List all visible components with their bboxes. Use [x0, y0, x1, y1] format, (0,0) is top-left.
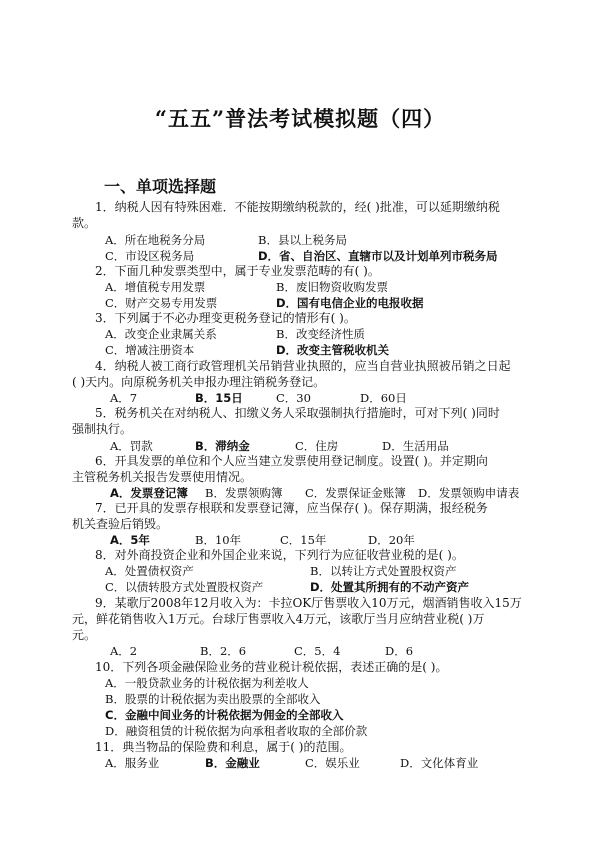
question-4-option-d: D．60日 [360, 391, 407, 405]
question-5-option-d: D．生活用品 [382, 439, 449, 453]
question-9-line-2: 元，鲜花销售收入1万元。台球厅售票收入4万元，该歌厅当月应纳营业税( )万 [72, 612, 485, 626]
question-11-option-d: D．文化体育业 [400, 756, 479, 770]
question-6-line-2: 主管税务机关报告发票使用情况。 [72, 470, 253, 484]
question-2-line-1: 2．下面几种发票类型中，属于专业发票范畴的有( )。 [95, 264, 380, 278]
question-10-option-a: A．一般贷款业务的计税依据为利差收人 [105, 676, 309, 690]
question-11-line-1: 11．典当物品的保险费和利息，属于( )的范围。 [95, 740, 352, 754]
question-9-line-1: 9．某歌厅2008年12月收入为：卡拉OK厅售票收入10万元，烟酒销售收入15万 [95, 596, 522, 610]
question-5-line-2: 强制执行。 [72, 422, 133, 436]
question-1-option-b: B．县以上税务局 [258, 233, 347, 247]
question-4-option-b: B．15日 [195, 391, 243, 405]
question-8-option-a: A．处置债权资产 [105, 564, 194, 578]
question-8-option-d: D．处置其所拥有的不动产资产 [310, 580, 470, 594]
question-1-line-2: 款。 [72, 216, 97, 230]
question-6-line-1: 6．开具发票的单位和个人应当建立发票使用登记制度。设置( )。并定期向 [95, 454, 488, 468]
question-7-option-d: D．20年 [368, 533, 415, 547]
question-4-option-c: C．30 [276, 391, 311, 405]
question-6-option-a: A．发票登记簿 [110, 486, 188, 500]
question-6-option-d: D．发票领购申请表 [418, 486, 520, 500]
question-8-option-c: C．以债转股方式处置股权资产 [105, 580, 264, 594]
section-heading: 一、单项选择题 [104, 177, 217, 196]
question-11-option-c: C．娱乐业 [305, 756, 360, 770]
question-9-option-b: B．2．6 [200, 644, 247, 658]
question-2-option-d: D．国有电信企业的电报收据 [276, 296, 424, 310]
question-3-option-c: C．增减注册资本 [105, 343, 195, 357]
question-8-option-b: B．以转让方式处置股权资产 [310, 564, 457, 578]
question-7-option-b: B．10年 [195, 533, 242, 547]
question-9-option-a: A．2 [110, 644, 138, 658]
question-6-option-b: B．发票领购簿 [205, 486, 283, 500]
question-3-line-1: 3．下列属于不必办理变更税务登记的情形有( )。 [95, 311, 356, 325]
question-3-option-b: B．改变经济性质 [276, 327, 365, 341]
question-7-option-c: C．15年 [280, 533, 327, 547]
page-title: “五五”普法考试模拟题（四） [154, 106, 446, 131]
question-5-option-c: C．住房 [295, 439, 339, 453]
question-1-option-d: D．省、自治区、直辖市以及计划单列市税务局 [258, 249, 498, 263]
question-7-line-1: 7．已开具的发票存根联和发票登记簿，应当保存( )。保存期满，报经税务 [95, 501, 488, 515]
question-10-option-b: B．股票的计税依据为卖出股票的全部收入 [105, 692, 321, 706]
question-4-line-2: ( )天内。向原税务机关申报办理注销税务登记。 [72, 375, 326, 389]
question-3-option-d: D．改变主管税收机关 [276, 343, 390, 357]
question-4-line-1: 4．纳税人被工商行政管理机关吊销营业执照的，应当自营业执照被吊销之日起 [95, 359, 511, 373]
question-10-line-1: 10．下列各项金融保险业务的营业税计税依据，表述正确的是( )。 [95, 660, 448, 674]
question-8-line-1: 8．对外商投资企业和外国企业来说，下列行为应征收营业税的是( )。 [95, 548, 464, 562]
question-11-option-b: B．金融业 [205, 756, 260, 770]
question-9-line-3: 元。 [72, 628, 97, 642]
question-1-option-a: A．所在地税务分局 [105, 233, 206, 247]
question-4-option-a: A．7 [110, 391, 138, 405]
question-10-option-d: D．融资租赁的计税依据为向承租者收取的全部价款 [105, 724, 368, 738]
question-5-line-1: 5．税务机关在对纳税人、扣缴义务人采取强制执行措施时，可对下列( )同时 [95, 406, 500, 420]
question-2-option-a: A．增值税专用发票 [105, 280, 206, 294]
question-7-line-2: 机关查验后销毁。 [72, 517, 169, 531]
question-5-option-a: A．罚款 [110, 439, 153, 453]
question-9-option-c: C．5．4 [294, 644, 341, 658]
question-5-option-b: B．滞纳金 [195, 439, 250, 453]
question-7-option-a: A．5年 [110, 533, 150, 547]
question-2-option-c: C．财产交易专用发票 [105, 296, 218, 310]
question-6-option-c: C．发票保证金账簿 [305, 486, 406, 500]
question-1-line-1: 1．纳税人因有特殊困难．不能按期缴纳税款的，经( )批准，可以延期缴纳税 [95, 200, 500, 214]
question-11-option-a: A．服务业 [105, 756, 160, 770]
question-10-option-c: C．金融中间业务的计税依据为佣金的全部收入 [105, 708, 344, 722]
question-1-option-c: C．市设区税务局 [105, 249, 195, 263]
question-2-option-b: B．废旧物资收购发票 [276, 280, 388, 294]
question-3-option-a: A．改变企业隶属关系 [105, 327, 217, 341]
question-9-option-d: D．6 [385, 644, 414, 658]
